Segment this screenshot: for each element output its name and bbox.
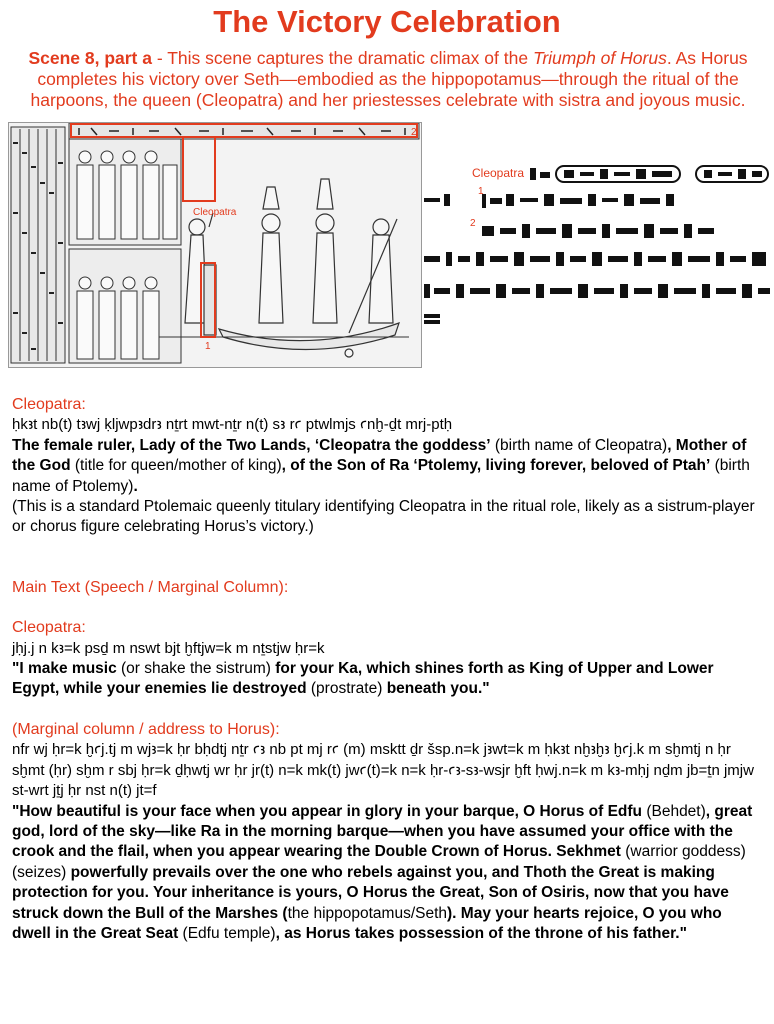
section-heading-main-text: Main Text (Speech / Marginal Column): bbox=[12, 578, 289, 596]
translation-2-note-b: (prostrate) bbox=[306, 680, 387, 698]
translation-body bbox=[12, 395, 764, 944]
hieroglyph-columns-left bbox=[11, 127, 65, 363]
translation-2-b: for your Ka, which shines forth as King of Upper and Lower Egypt, while your enemies lie destroyed bbox=[12, 660, 714, 698]
section-heading-marginal: (Marginal column / address to Horus): bbox=[12, 720, 280, 738]
translation-3-c: powerfully prevails over the one who rebels against you, and Thoth the Great is making protection for you. Your inheritance is yours, O Horus the Great, Son of Osiris, now that you have struck down the Bull of the Marshes ( bbox=[12, 863, 729, 922]
scene-intro bbox=[14, 48, 762, 111]
translation-1-a: The female ruler, Lady of the Two Lands, ‘Cleopatra the goddess’ bbox=[12, 436, 491, 454]
translation-2-a: "I make music bbox=[12, 660, 117, 678]
cleopatra-callout: Cleopatra bbox=[193, 207, 237, 218]
titulary-note: (This is a standard Ptolemaic queenly titulary identifying Cleopatra in the ritual role, likely as a sistrum-player or chorus figure celebrating Horus’s victory.) bbox=[12, 498, 755, 536]
translation-1-note-b: (title for queen/mother of king) bbox=[70, 457, 282, 475]
priestesses-upper-register bbox=[69, 127, 181, 245]
translation-1-end: . bbox=[133, 477, 138, 495]
page-title: The Victory Celebration bbox=[213, 4, 561, 39]
translation-1 bbox=[12, 436, 764, 497]
translation-1-note-a: (birth name of Cleopatra) bbox=[490, 436, 668, 454]
translation-3-e: , as Horus takes possession of the throne of his father." bbox=[275, 924, 687, 942]
translation-1-note-c: (birth name of Ptolemy) bbox=[12, 457, 750, 495]
hieroglyph-glyphs bbox=[424, 168, 770, 324]
hieroglyph-transcription bbox=[420, 160, 774, 330]
section-subheading-cleopatra: Cleopatra: bbox=[12, 619, 86, 637]
relief-drawing bbox=[8, 122, 422, 368]
translation-2-note-a: (or shake the sistrum) bbox=[116, 660, 276, 678]
transliteration-1: ḥkꜣt nb(t) tꜣwj ḳljwpꜣdrꜣ nṯrt mwt-nṯr n(t) sꜣ rꜥ ptwlmjs ꜥnḫ-ḏt mrj-ptḥ bbox=[12, 416, 453, 434]
marker-1: 1 bbox=[205, 341, 211, 352]
translation-1-b: , Mother of the God bbox=[12, 436, 747, 475]
intro-text-b: . As Horus completes his victory over Seth—embodied as the hippopotamus—through the ritual of the harpoons, the queen (Cleopatra) and her priestesses celebrate with sistra and joyous music. bbox=[30, 48, 748, 110]
priestesses-lower-register bbox=[69, 249, 181, 363]
hiero-marker-2: 2 bbox=[470, 218, 476, 229]
translation-3-note-c: the hippopotamus/Seth bbox=[287, 904, 448, 922]
hiero-marker-1: 1 bbox=[478, 186, 484, 197]
main-scene bbox=[159, 179, 409, 357]
translation-3-d: ). May your hearts rejoice, O you who dwell in the Great Seat bbox=[12, 904, 722, 942]
transliteration-2: jḥj.j n kꜣ=k psḏ m nswt bjt ḫftjw=k m nṯstjw ḥr=k bbox=[12, 639, 325, 657]
intro-italic-title: Triumph of Horus bbox=[532, 48, 667, 68]
translation-2-c: beneath you." bbox=[386, 680, 490, 698]
marker-2: 2 bbox=[411, 127, 417, 138]
intro-text-a: - This scene captures the dramatic climax of the bbox=[151, 48, 533, 68]
section-heading-cleopatra: Cleopatra: bbox=[12, 396, 86, 413]
transliteration-3: nfr wj ḥr=k ḫꜥj.tj m wjꜣ=k ḥr bḥdtj nṯr ꜥꜣ nb pt mj rꜥ (m) msktt ḏr šsp.n=k jꜣwt=k m ḥkꜣt nḫꜣḫꜣ ḫꜥj.k m sḫmtj n ḥr sḫmt (ḥr) sḫm r sbj ḥr=k ḏḥwtj wr ḥr jr(t) n=k mk(t) jwꜥ(t)=k n=k ḥr-ꜥꜣ-sꜣ-wsjr ḫft ḥwj.n=k m kꜣ-mḥj nḏm jb=ṯn jmjw st-wrt jṯj ḥr nst n(t) jt=f bbox=[12, 741, 754, 800]
translation-3-note-d: (Edfu temple) bbox=[178, 924, 276, 942]
scene-label: Scene 8, part a bbox=[28, 48, 152, 68]
translation-3-note-b: (warrior goddess) (seizes) bbox=[12, 843, 746, 881]
translation-3-note-a: (Behdet) bbox=[642, 802, 706, 820]
translation-3-b: , great god, lord of the sky—like Ra in the morning barque—when you have assumed your office with the crook and the flail, when you appear wearing the Double Crown of Horus. Sekhmet bbox=[12, 802, 753, 861]
translation-3 bbox=[12, 802, 764, 945]
translation-3-a: "How beautiful is your face when you appear in glory in your barque, O Horus of Edfu bbox=[12, 802, 643, 820]
translation-1-c: , of the Son of Ra ‘Ptolemy, living forever, beloved of Ptah’ bbox=[281, 457, 711, 475]
hiero-cleopatra-label: Cleopatra bbox=[472, 166, 525, 180]
translation-2 bbox=[12, 659, 764, 700]
